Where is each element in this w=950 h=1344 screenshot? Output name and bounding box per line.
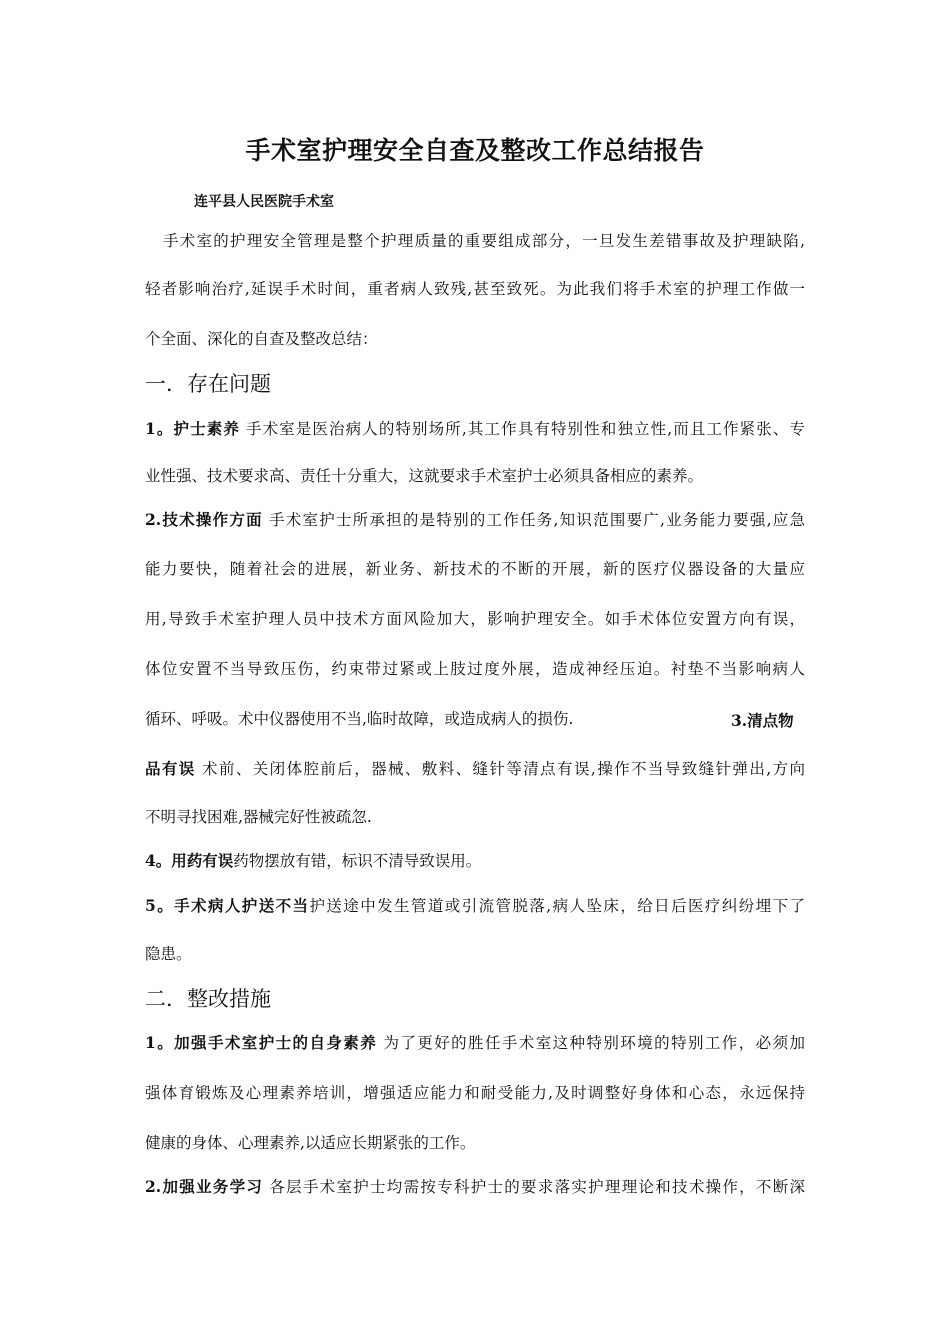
problem-item-3-text: 术前、关闭体腔前后，器械、敷料、缝针等清点有误,操作不当导致缝针弹出,方向 (195, 760, 805, 778)
intro-line-2: 轻者影响治疗,延误手术时间，重者病人致残,甚至致死。为此我们将手术室的护理工作做一 (145, 280, 805, 298)
problem-item-3-label-part-2: 品有误 (145, 759, 196, 778)
problem-item-2-line-1 (145, 510, 805, 530)
problem-item-1-line-1 (145, 419, 805, 439)
measure-item-1-text: 为了更好的胜任手术室这种特别环境的特别工作，必须加 (377, 1034, 805, 1052)
problem-item-1-label: 1。护士素养 (145, 419, 240, 438)
measure-item-2-text: 各层手术室护士均需按专科护士的要求落实护理理论和技术操作，不断深 (263, 1178, 805, 1196)
problem-item-5-text: 护送途中发生管道或引流管脱落,病人坠床，给日后医疗纠纷埋下了 (309, 897, 805, 915)
section-heading-measures: 二．整改措施 (145, 987, 271, 1011)
measure-item-2-label: 2.加强业务学习 (145, 1177, 264, 1196)
problem-item-2-line-5: 循环、呼吸。术中仪器使用不当,临时故障，或造成病人的损伤. (145, 710, 574, 728)
problem-item-2-text: 手术室护士所承担的是特别的工作任务,知识范围要广,业务能力要强,应急 (262, 511, 805, 529)
problem-item-1-line-2: 业性强、技术要求高、责任十分重大，这就要求手术室护士必须具备相应的素养。 (145, 467, 704, 485)
problem-item-3-label-part-1: 3.清点物 (731, 711, 794, 730)
measure-item-1-label: 1。加强手术室护士的自身素养 (145, 1033, 378, 1052)
problem-item-5-line-1 (145, 896, 805, 916)
intro-line-1: 手术室的护理安全管理是整个护理质量的重要组成部分，一旦发生差错事故及护理缺陷, (163, 232, 805, 250)
problem-item-2-line-4: 体位安置不当导致压伤，约束带过紧或上肢过度外展，造成神经压迫。衬垫不当影响病人 (145, 660, 805, 678)
measure-item-1-line-3: 健康的身体、心理素养,以适应长期紧张的工作。 (145, 1134, 476, 1152)
section-heading-problems: 一．存在问题 (145, 372, 271, 396)
measure-item-1-line-1 (145, 1033, 805, 1053)
document-title: 手术室护理安全自查及整改工作总结报告 (245, 136, 705, 165)
problem-item-4-label: 4。用药有误 (145, 851, 234, 870)
problem-item-3-line-2: 不明寻找困难,器械完好性被疏忽. (145, 808, 372, 826)
problem-item-3-line-1 (145, 759, 805, 779)
problem-item-4-line-1 (145, 851, 481, 871)
problem-item-2-label: 2.技术操作方面 (145, 510, 263, 529)
problem-item-5-line-2: 隐患。 (145, 945, 192, 963)
problem-item-2-line-2: 能力要快，随着社会的进展，新业务、新技术的不断的开展，新的医疗仪器设备的大量应 (145, 560, 805, 578)
measure-item-2-line-1 (145, 1177, 805, 1197)
organization-name: 连平县人民医院手术室 (194, 194, 334, 210)
problem-item-4-text: 药物摆放有错，标识不清导致误用。 (233, 852, 482, 870)
problem-item-5-label: 5。手术病人护送不当 (145, 896, 310, 915)
intro-line-3: 个全面、深化的自查及整改总结： (145, 330, 378, 348)
measure-item-1-line-2: 强体育锻炼及心理素养培训，增强适应能力和耐受能力,及时调整好身体和心态，永远保持 (145, 1084, 805, 1102)
problem-item-1-text: 手术室是医治病人的特别场所,其工作具有特别性和独立性,而且工作紧张、专 (239, 420, 805, 438)
problem-item-2-line-3: 用,导致手术室护理人员中技术方面风险加大，影响护理安全。如手术体位安置方向有误， (145, 610, 805, 628)
